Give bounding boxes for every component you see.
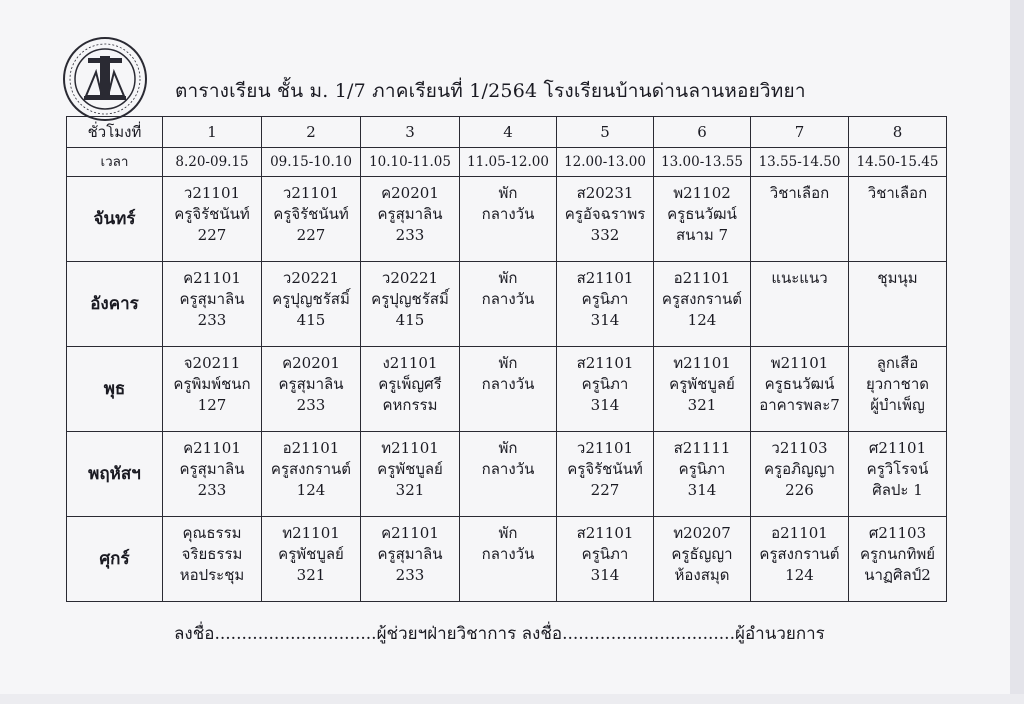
class-cell-line: กลางวัน	[481, 375, 535, 393]
class-cell-line: ครูสงกรานต์	[270, 460, 352, 478]
class-cell-line: 233	[197, 311, 227, 329]
class-cell	[361, 432, 460, 517]
day-row	[67, 517, 947, 602]
period-label: ชั่วโมงที่	[67, 117, 163, 148]
day-name: จันทร์	[67, 177, 163, 262]
class-cell-line: ค20201	[282, 354, 340, 372]
class-cell-line: ง21101	[382, 354, 438, 372]
class-cell-line: ครูวิโรจน์	[866, 460, 929, 478]
class-cell	[262, 347, 361, 432]
class-cell-line: พัก	[498, 269, 518, 287]
day-row	[67, 262, 947, 347]
class-cell-line: ส21111	[673, 439, 731, 457]
day-row	[67, 177, 947, 262]
class-cell-line: ครูสงกรานต์	[661, 290, 743, 308]
class-cell	[557, 177, 654, 262]
class-cell	[654, 347, 751, 432]
class-cell-line: ศิลปะ 1	[872, 481, 923, 499]
page-title: ตารางเรียน ชั้น ม. 1/7 ภาคเรียนที่ 1/2564 โรงเรียนบ้านด่านลานหอยวิทยา	[175, 80, 806, 102]
class-cell-line: สนาม 7	[675, 226, 729, 244]
time-range: 10.10-11.05	[361, 148, 460, 177]
class-cell-line: พ21102	[673, 184, 731, 202]
time-range: 12.00-13.00	[557, 148, 654, 177]
class-cell-line: ครูพัชบูลย์	[278, 545, 344, 563]
class-cell-line: 321	[687, 396, 717, 414]
period-number: 1	[163, 117, 262, 148]
scan-edge	[1010, 0, 1024, 704]
class-cell-line: 124	[687, 311, 717, 329]
class-cell-line: ครูกนกทิพย์	[859, 545, 936, 563]
class-cell-line: กลางวัน	[481, 545, 535, 563]
class-cell-line: อ21101	[673, 269, 731, 287]
class-cell	[557, 262, 654, 347]
class-cell-line: 415	[296, 311, 326, 329]
class-cell	[163, 177, 262, 262]
day-name: ศุกร์	[67, 517, 163, 602]
class-cell-line: 233	[395, 566, 425, 584]
class-cell-line: ห้องสมุด	[674, 566, 730, 584]
class-cell-line: คุณธรรม	[182, 524, 242, 542]
school-logo	[62, 36, 148, 122]
class-cell-line: ท20207	[673, 524, 731, 542]
class-cell-line: ครูอัจฉราพร	[564, 205, 646, 223]
class-cell-line: ท21101	[381, 439, 439, 457]
class-cell-line: ครูนิภา	[581, 290, 629, 308]
time-label: เวลา	[67, 148, 163, 177]
class-cell	[262, 177, 361, 262]
class-cell-line: ครูธนวัฒน์	[764, 375, 835, 393]
class-cell	[751, 432, 849, 517]
time-range: 13.00-13.55	[654, 148, 751, 177]
class-cell-line: 321	[296, 566, 326, 584]
class-cell-line: พัก	[498, 354, 518, 372]
class-cell-line: พ21101	[770, 354, 829, 372]
class-cell-line: ครูจิรัชนันท์	[567, 460, 643, 478]
day-name: พุธ	[67, 347, 163, 432]
time-range: 14.50-15.45	[849, 148, 947, 177]
class-cell-line: ศ21101	[868, 439, 927, 457]
class-cell	[654, 262, 751, 347]
class-cell-line: 127	[197, 396, 227, 414]
period-number: 3	[361, 117, 460, 148]
scan-edge-bottom	[0, 694, 1024, 704]
signature-line: ลงชื่อ..............................ผู้ช่วยฯฝ่ายวิชาการ ลงชื่อ................................ผู้อำนวยการ	[174, 624, 825, 644]
class-cell-line: ค21101	[183, 269, 241, 287]
period-number: 7	[751, 117, 849, 148]
day-row	[67, 347, 947, 432]
class-cell	[654, 517, 751, 602]
class-cell-line: จริยธรรม	[181, 545, 243, 563]
class-cell-line: ครูจิรัชนันท์	[273, 205, 349, 223]
class-cell-line: กลางวัน	[481, 460, 535, 478]
class-cell	[460, 432, 557, 517]
class-cell-line: 314	[687, 481, 717, 499]
class-cell-line: ค21101	[381, 524, 439, 542]
class-cell-line: หอประชุม	[179, 566, 245, 584]
class-cell	[262, 517, 361, 602]
class-cell-line: ครูธัญญา	[671, 545, 733, 563]
class-cell-line: กลางวัน	[481, 290, 535, 308]
time-range: 11.05-12.00	[460, 148, 557, 177]
timetable	[66, 116, 947, 602]
class-cell-line: ครูเพ็ญศรี	[378, 375, 442, 393]
class-cell-line: 227	[296, 226, 326, 244]
class-cell-line: 233	[296, 396, 326, 414]
class-cell	[557, 517, 654, 602]
class-cell-line: 233	[197, 481, 227, 499]
class-cell-line: ครูปุญชรัสมิ์	[272, 290, 350, 308]
class-cell-line: ชุมนุม	[877, 269, 918, 287]
class-cell-line: พัก	[498, 524, 518, 542]
class-cell-line: ยุวกาชาด	[865, 375, 930, 393]
class-cell-line: ส21101	[576, 524, 634, 542]
class-cell-line: 332	[590, 226, 620, 244]
class-cell-line: ว20221	[282, 269, 340, 287]
class-cell	[849, 262, 947, 347]
class-cell	[654, 177, 751, 262]
day-row	[67, 432, 947, 517]
class-cell-line: ครูสุมาลิน	[377, 205, 443, 223]
class-cell	[460, 347, 557, 432]
class-cell-line: อ21101	[771, 524, 828, 542]
class-cell-line: ครูสุมาลิน	[377, 545, 443, 563]
class-cell	[751, 347, 849, 432]
time-range: 09.15-10.10	[262, 148, 361, 177]
class-cell-line: 226	[785, 481, 814, 499]
class-cell	[361, 347, 460, 432]
class-cell	[163, 432, 262, 517]
day-name: พฤหัสฯ	[67, 432, 163, 517]
class-cell	[849, 177, 947, 262]
class-cell	[460, 177, 557, 262]
class-cell-line: คหกรรม	[382, 396, 438, 414]
class-cell-line: พัก	[498, 439, 518, 457]
class-cell	[163, 517, 262, 602]
class-cell-line: 314	[590, 566, 620, 584]
time-range: 8.20-09.15	[163, 148, 262, 177]
class-cell-line: ครูพัชบูลย์	[669, 375, 735, 393]
class-cell	[751, 177, 849, 262]
class-cell-line: ศ21103	[868, 524, 927, 542]
class-cell	[557, 432, 654, 517]
class-cell-line: ค20201	[381, 184, 439, 202]
class-cell-line: วิชาเลือก	[867, 184, 928, 202]
class-cell-line: ว21101	[282, 184, 340, 202]
class-cell-line: ส21101	[576, 269, 634, 287]
class-cell-line: 415	[395, 311, 425, 329]
period-number: 8	[849, 117, 947, 148]
class-cell	[262, 262, 361, 347]
class-cell-line: ลูกเสือ	[876, 354, 919, 372]
class-cell-line: 227	[197, 226, 227, 244]
time-range: 13.55-14.50	[751, 148, 849, 177]
class-cell-line: ครูจิรัชนันท์	[174, 205, 250, 223]
class-cell-line: ครูสุมาลิน	[179, 290, 245, 308]
class-cell-line: ครูปุญชรัสมิ์	[371, 290, 449, 308]
class-cell-line: พัก	[498, 184, 518, 202]
class-cell-line: ส21101	[576, 354, 634, 372]
period-header-row	[67, 117, 947, 148]
class-cell-line: 227	[590, 481, 620, 499]
class-cell-line: จ20211	[183, 354, 241, 372]
class-cell	[849, 517, 947, 602]
period-number: 5	[557, 117, 654, 148]
class-cell-line: ครูสุมาลิน	[278, 375, 344, 393]
class-cell	[751, 262, 849, 347]
class-cell-line: 314	[590, 311, 620, 329]
period-number: 2	[262, 117, 361, 148]
class-cell	[654, 432, 751, 517]
class-cell	[163, 262, 262, 347]
class-cell	[557, 347, 654, 432]
class-cell-line: อ21101	[282, 439, 340, 457]
class-cell-line: ครูนิภา	[581, 545, 629, 563]
class-cell-line: ท21101	[282, 524, 340, 542]
class-cell	[849, 432, 947, 517]
class-cell	[460, 262, 557, 347]
class-cell-line: ครูธนวัฒน์	[667, 205, 737, 223]
class-cell-line: ผู้บำเพ็ญ	[870, 396, 925, 414]
class-cell-line: ครูอภิญญา	[764, 460, 835, 478]
class-cell-line: แนะแนว	[771, 269, 828, 287]
day-name: อังคาร	[67, 262, 163, 347]
class-cell-line: กลางวัน	[481, 205, 535, 223]
class-cell-line: 233	[395, 226, 425, 244]
class-cell-line: วิชาเลือก	[769, 184, 830, 202]
class-cell-line: ท21101	[673, 354, 731, 372]
class-cell-line: ค21101	[183, 439, 241, 457]
class-cell-line: ว20221	[381, 269, 439, 287]
class-cell-line: อาคารพละ7	[759, 396, 840, 414]
class-cell-line: นาฏศิลป์2	[864, 566, 931, 584]
class-cell-line: ว21101	[183, 184, 241, 202]
class-cell-line: ครูนิภา	[678, 460, 726, 478]
class-cell	[751, 517, 849, 602]
class-cell-line: 321	[395, 481, 425, 499]
class-cell	[460, 517, 557, 602]
class-cell-line: 124	[296, 481, 326, 499]
class-cell-line: ครูพิมพ์ชนก	[173, 375, 251, 393]
class-cell-line: ว21103	[771, 439, 828, 457]
class-cell	[163, 347, 262, 432]
period-number: 6	[654, 117, 751, 148]
class-cell-line: ครูนิภา	[581, 375, 629, 393]
class-cell-line: ส20231	[576, 184, 634, 202]
class-cell-line: ครูพัชบูลย์	[377, 460, 443, 478]
class-cell-line: 314	[590, 396, 620, 414]
class-cell-line: ครูสุมาลิน	[179, 460, 245, 478]
class-cell	[361, 517, 460, 602]
class-cell	[361, 262, 460, 347]
time-row	[67, 148, 947, 177]
period-number: 4	[460, 117, 557, 148]
class-cell-line: ว21101	[576, 439, 634, 457]
class-cell-line: ครูสงกรานต์	[759, 545, 840, 563]
class-cell-line: 124	[785, 566, 814, 584]
class-cell	[262, 432, 361, 517]
class-cell	[361, 177, 460, 262]
class-cell	[849, 347, 947, 432]
